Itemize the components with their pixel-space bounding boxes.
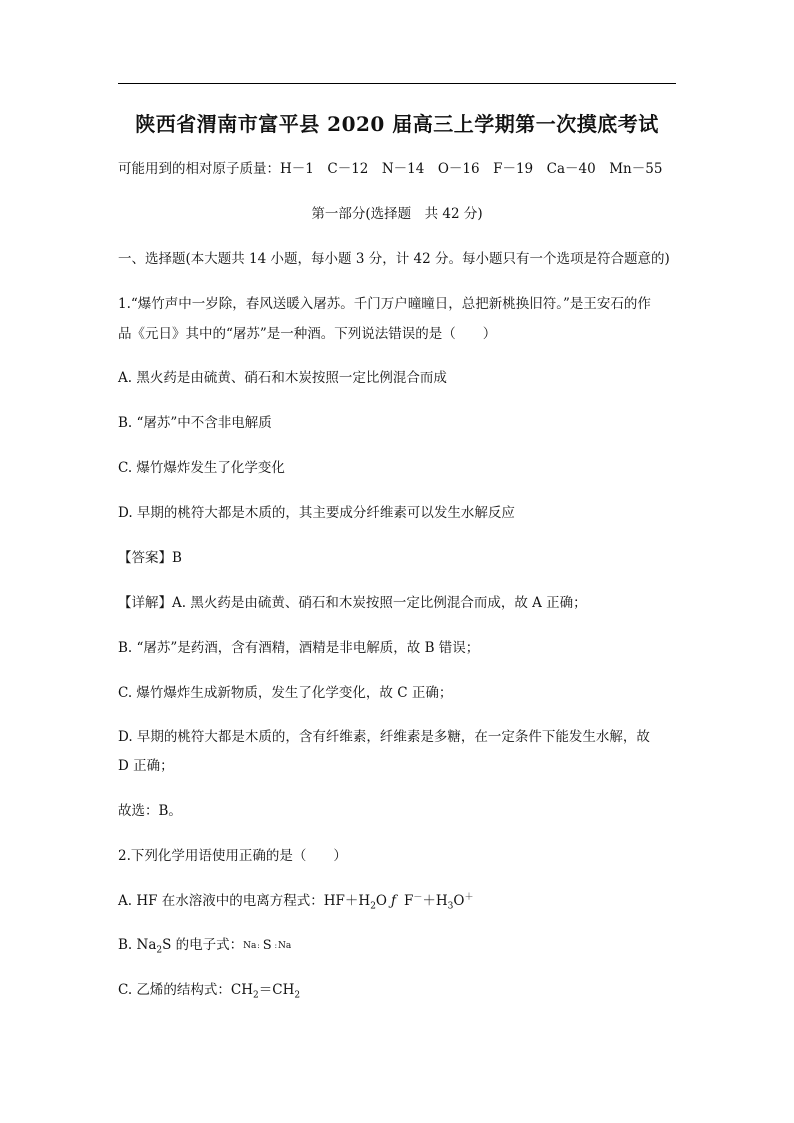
q1-detail-a: 【详解】A. 黑火药是由硫黄、硝石和木炭按照一定比例混合而成，故 A 正确；: [118, 595, 587, 611]
q2-a-plus-h: ＋H: [422, 893, 448, 909]
q2-a-plus: ＋: [464, 892, 474, 903]
es-na-left: Na: [243, 940, 257, 951]
q2-a-sub2: 3: [447, 901, 454, 912]
q2-a-sub1: 2: [370, 901, 376, 912]
header-rule: [118, 83, 676, 84]
q2-a-prefix: A. HF 在水溶液中的电离方程式：HF＋H: [118, 893, 371, 909]
q2-a-mid: O: [375, 893, 387, 909]
q1-detail-c: C. 爆竹爆炸生成新物质，发生了化学变化，故 C 正确；: [118, 685, 453, 701]
q2-b-mid: S 的电子式：: [162, 937, 244, 953]
equilibrium-arrow-glyph: ƒ: [391, 893, 396, 909]
page-title: 陕西省渭南市富平县 2020 届高三上学期第一次摸底考试: [135, 112, 659, 136]
q1-option-b: B. “屠苏”中不含非电解质: [118, 415, 272, 431]
q2-c-eq: ＝CH: [258, 982, 295, 998]
q2-a-o: O: [453, 893, 465, 909]
q1-detail-d-line1: D. 早期的桃符大都是木质的，含有纤维素，纤维素是多糖，在一定条件下能发生水解，故: [118, 729, 650, 745]
q2-c-sub2: 2: [294, 990, 301, 1001]
q1-detail-b: B. “屠苏”是药酒，含有酒精，酒精是非电解质，故 B 错误；: [118, 640, 480, 656]
section-heading: 一、选择题(本大题共 14 小题，每小题 3 分，计 42 分。每小题只有一个选项是符合题意的): [118, 251, 670, 267]
q1-option-c: C. 爆竹爆炸发生了化学变化: [118, 460, 285, 476]
q1-option-a: A. 黑火药是由硫黄、硝石和木炭按照一定比例混合而成: [118, 370, 447, 386]
q1-detail-d-line2: D 正确；: [118, 758, 174, 774]
part-heading: 第一部分(选择题 共 42 分): [311, 206, 483, 222]
q2-a-minus: －: [413, 892, 423, 903]
q2-stem: 2.下列化学用语使用正确的是（ ）: [118, 848, 347, 864]
q2-a-rest: F: [404, 893, 414, 909]
q1-answer: 【答案】B: [118, 550, 182, 566]
q1-conclusion: 故选：B。: [118, 803, 182, 819]
es-na-right: Na: [278, 940, 292, 951]
q2-b-prefix: B. Na: [118, 937, 157, 953]
q2-option-b: [118, 936, 291, 955]
electron-dots-left-icon: :: [257, 941, 260, 950]
q1-option-d: D. 早期的桃符大都是木质的，其主要成分纤维素可以发生水解反应: [118, 505, 515, 521]
q1-stem-line1: 1.“爆竹声中一岁除，春风送暖入屠苏。千门万户曈曈日，总把新桃换旧符。”是王安石的作: [118, 296, 651, 312]
q2-option-a: [118, 892, 474, 910]
electron-dots-right-icon: :: [274, 941, 278, 950]
atomic-mass-line: 可能用到的相对原子质量：H－1 C－12 N－14 O－16 F－19 Ca－40 Mn－55: [118, 161, 663, 177]
q2-c-prefix: C. 乙烯的结构式：CH: [118, 982, 254, 998]
electron-formula-na2s: [243, 937, 291, 955]
q2-option-c: [118, 981, 300, 999]
q1-stem-line2: 品《元日》其中的“屠苏”是一种酒。下列说法错误的是（ ）: [118, 326, 497, 342]
q2-c-sub1: 2: [253, 990, 259, 1001]
q2-b-sub: 2: [156, 945, 163, 956]
es-sulfur: S: [262, 937, 272, 953]
